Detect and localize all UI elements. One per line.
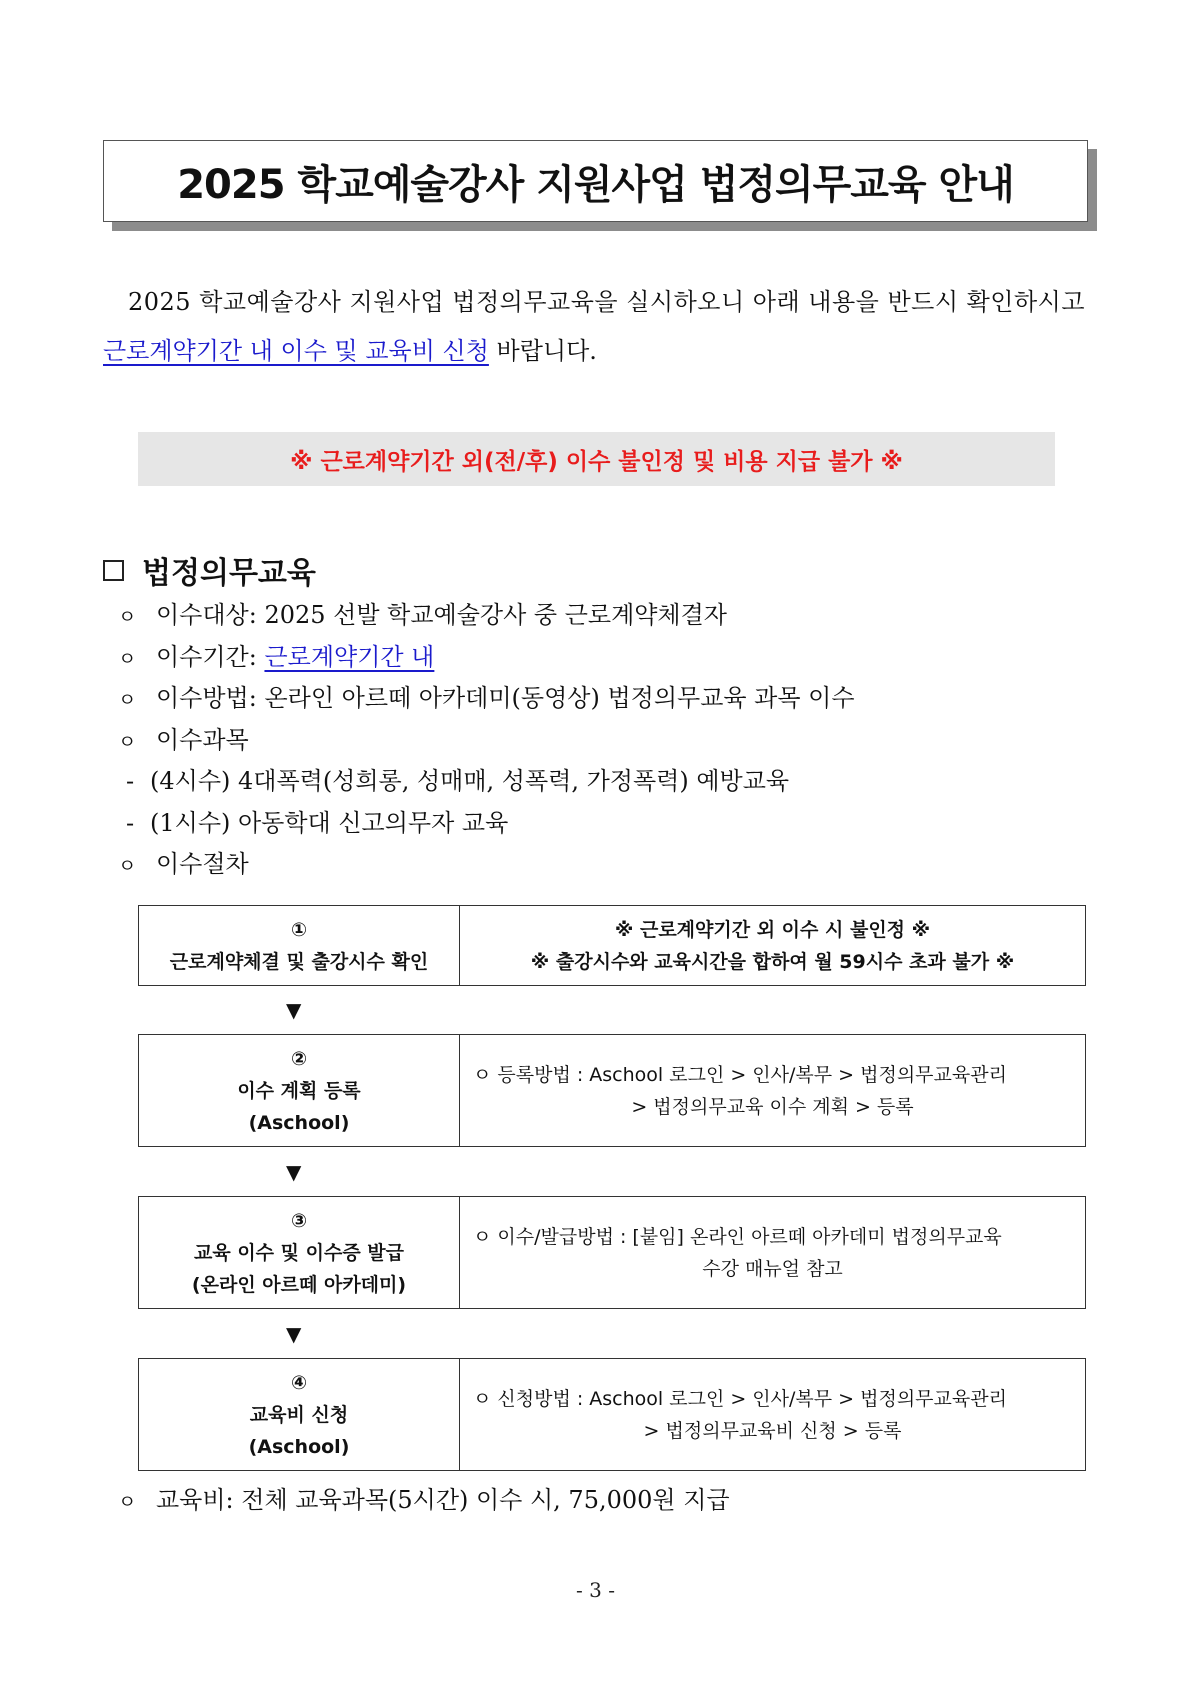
step-1-number: ① [290,918,308,941]
target-text: 이수대상: 2025 선발 학교예술강사 중 근로계약체결자 [156,601,727,629]
step-3-label [139,1197,460,1308]
fee-text: 교육비: 전체 교육과목(5시간) 이수 시, 75,000원 지급 [156,1486,730,1514]
step-1-warning-1: ※ 근로계약기간 외 이수 시 불인정 ※ [614,918,931,941]
step-1-label [139,906,460,985]
period-label: 이수기간: [156,642,265,671]
procedure-step-2 [138,1034,1086,1147]
step-3-detail [460,1197,1085,1308]
dash-icon: - [126,808,135,837]
step-2-sub: (Aschool) [248,1111,350,1134]
step-4-title: 교육비 신청 [249,1403,349,1426]
list-item-method [118,678,1098,720]
list-item-course2 [118,803,1098,845]
bullet-icon: ㅇ [118,606,137,628]
step-4-detail [460,1359,1085,1470]
list-item-period [118,637,1098,679]
period-link[interactable]: 근로계약기간 내 [264,642,435,671]
step-3-detail-line-1: ㅇ 이수/발급방법 : [붙임] 온라인 아르떼 아카데미 법정의무교육 [473,1225,1002,1248]
step-2-number: ② [290,1047,308,1070]
method-text: 이수방법: 온라인 아르떼 아카데미(동영상) 법정의무교육 과목 이수 [156,684,855,712]
bullet-list [118,595,1098,886]
list-item-courses [118,720,1098,762]
procedure-step-3 [138,1196,1086,1309]
step-2-label [139,1035,460,1146]
step-2-detail-line-2: > 법정의무교육 이수 계획 > 등록 [631,1095,914,1118]
notice-banner [138,432,1055,486]
checkbox-square-icon [103,560,124,581]
down-arrow-icon: ▼ [286,1322,302,1346]
step-3-sub: (온라인 아르떼 아카데미) [191,1273,407,1296]
step-1-title: 근로계약체결 및 출강시수 확인 [169,950,429,973]
list-item-target [118,595,1098,637]
bullet-icon: ㅇ [118,855,137,877]
page-title: 2025 학교예술강사 지원사업 법정의무교육 안내 [177,161,1014,208]
section-heading [103,548,316,592]
title-box [103,140,1088,222]
step-3-number: ③ [290,1209,308,1232]
intro-tail: 바랍니다. [488,337,597,365]
bullet-icon: ㅇ [118,647,137,670]
fee-item [118,1480,730,1515]
step-2-title: 이수 계획 등록 [237,1079,361,1102]
step-3-detail-line-2: 수강 매뉴얼 참고 [702,1257,843,1280]
step-1-warning-2: ※ 출강시수와 교육시간을 합하여 월 59시수 초과 불가 ※ [530,950,1015,973]
step-2-detail-line-1: ㅇ 등록방법 : Aschool 로그인 > 인사/복무 > 법정의무교육관리 [473,1063,1007,1086]
step-4-number: ④ [290,1371,308,1394]
dash-icon: - [126,767,135,795]
bullet-icon: ㅇ [118,1491,137,1513]
notice-text: ※ 근로계약기간 외(전/후) 이수 불인정 및 비용 지급 불가 ※ [290,448,903,475]
list-item-procedure [118,844,1098,886]
step-4-sub: (Aschool) [248,1435,350,1458]
procedure-step-1 [138,905,1086,986]
procedure-text: 이수절차 [156,850,249,878]
down-arrow-icon: ▼ [286,1160,302,1184]
courses-text: 이수과목 [156,725,249,754]
section-heading-text: 법정의무교육 [142,556,316,591]
bullet-icon: ㅇ [118,689,137,711]
bullet-icon: ㅇ [118,730,137,753]
procedure-step-4 [138,1358,1086,1471]
intro-paragraph [103,278,1093,376]
course2-text: (1시수) 아동학대 신고의무자 교육 [150,808,509,837]
step-4-detail-line-1: ㅇ 신청방법 : Aschool 로그인 > 인사/복무 > 법정의무교육관리 [473,1387,1007,1410]
step-4-label [139,1359,460,1470]
intro-link[interactable]: 근로계약기간 내 이수 및 교육비 신청 [103,337,489,365]
course1-text: (4시수) 4대폭력(성희롱, 성매매, 성폭력, 가정폭력) 예방교육 [150,767,790,795]
step-1-detail [460,906,1085,985]
down-arrow-icon: ▼ [286,998,302,1022]
page-number: - 3 - [576,1578,615,1602]
step-3-title: 교육 이수 및 이수증 발급 [194,1241,404,1264]
list-item-course1 [118,761,1098,803]
step-2-detail [460,1035,1085,1146]
step-4-detail-line-2: > 법정의무교육비 신청 > 등록 [643,1419,902,1442]
intro-line: 2025 학교예술강사 지원사업 법정의무교육을 실시하오니 아래 내용을 반드시 확인하시고 [128,288,1086,316]
